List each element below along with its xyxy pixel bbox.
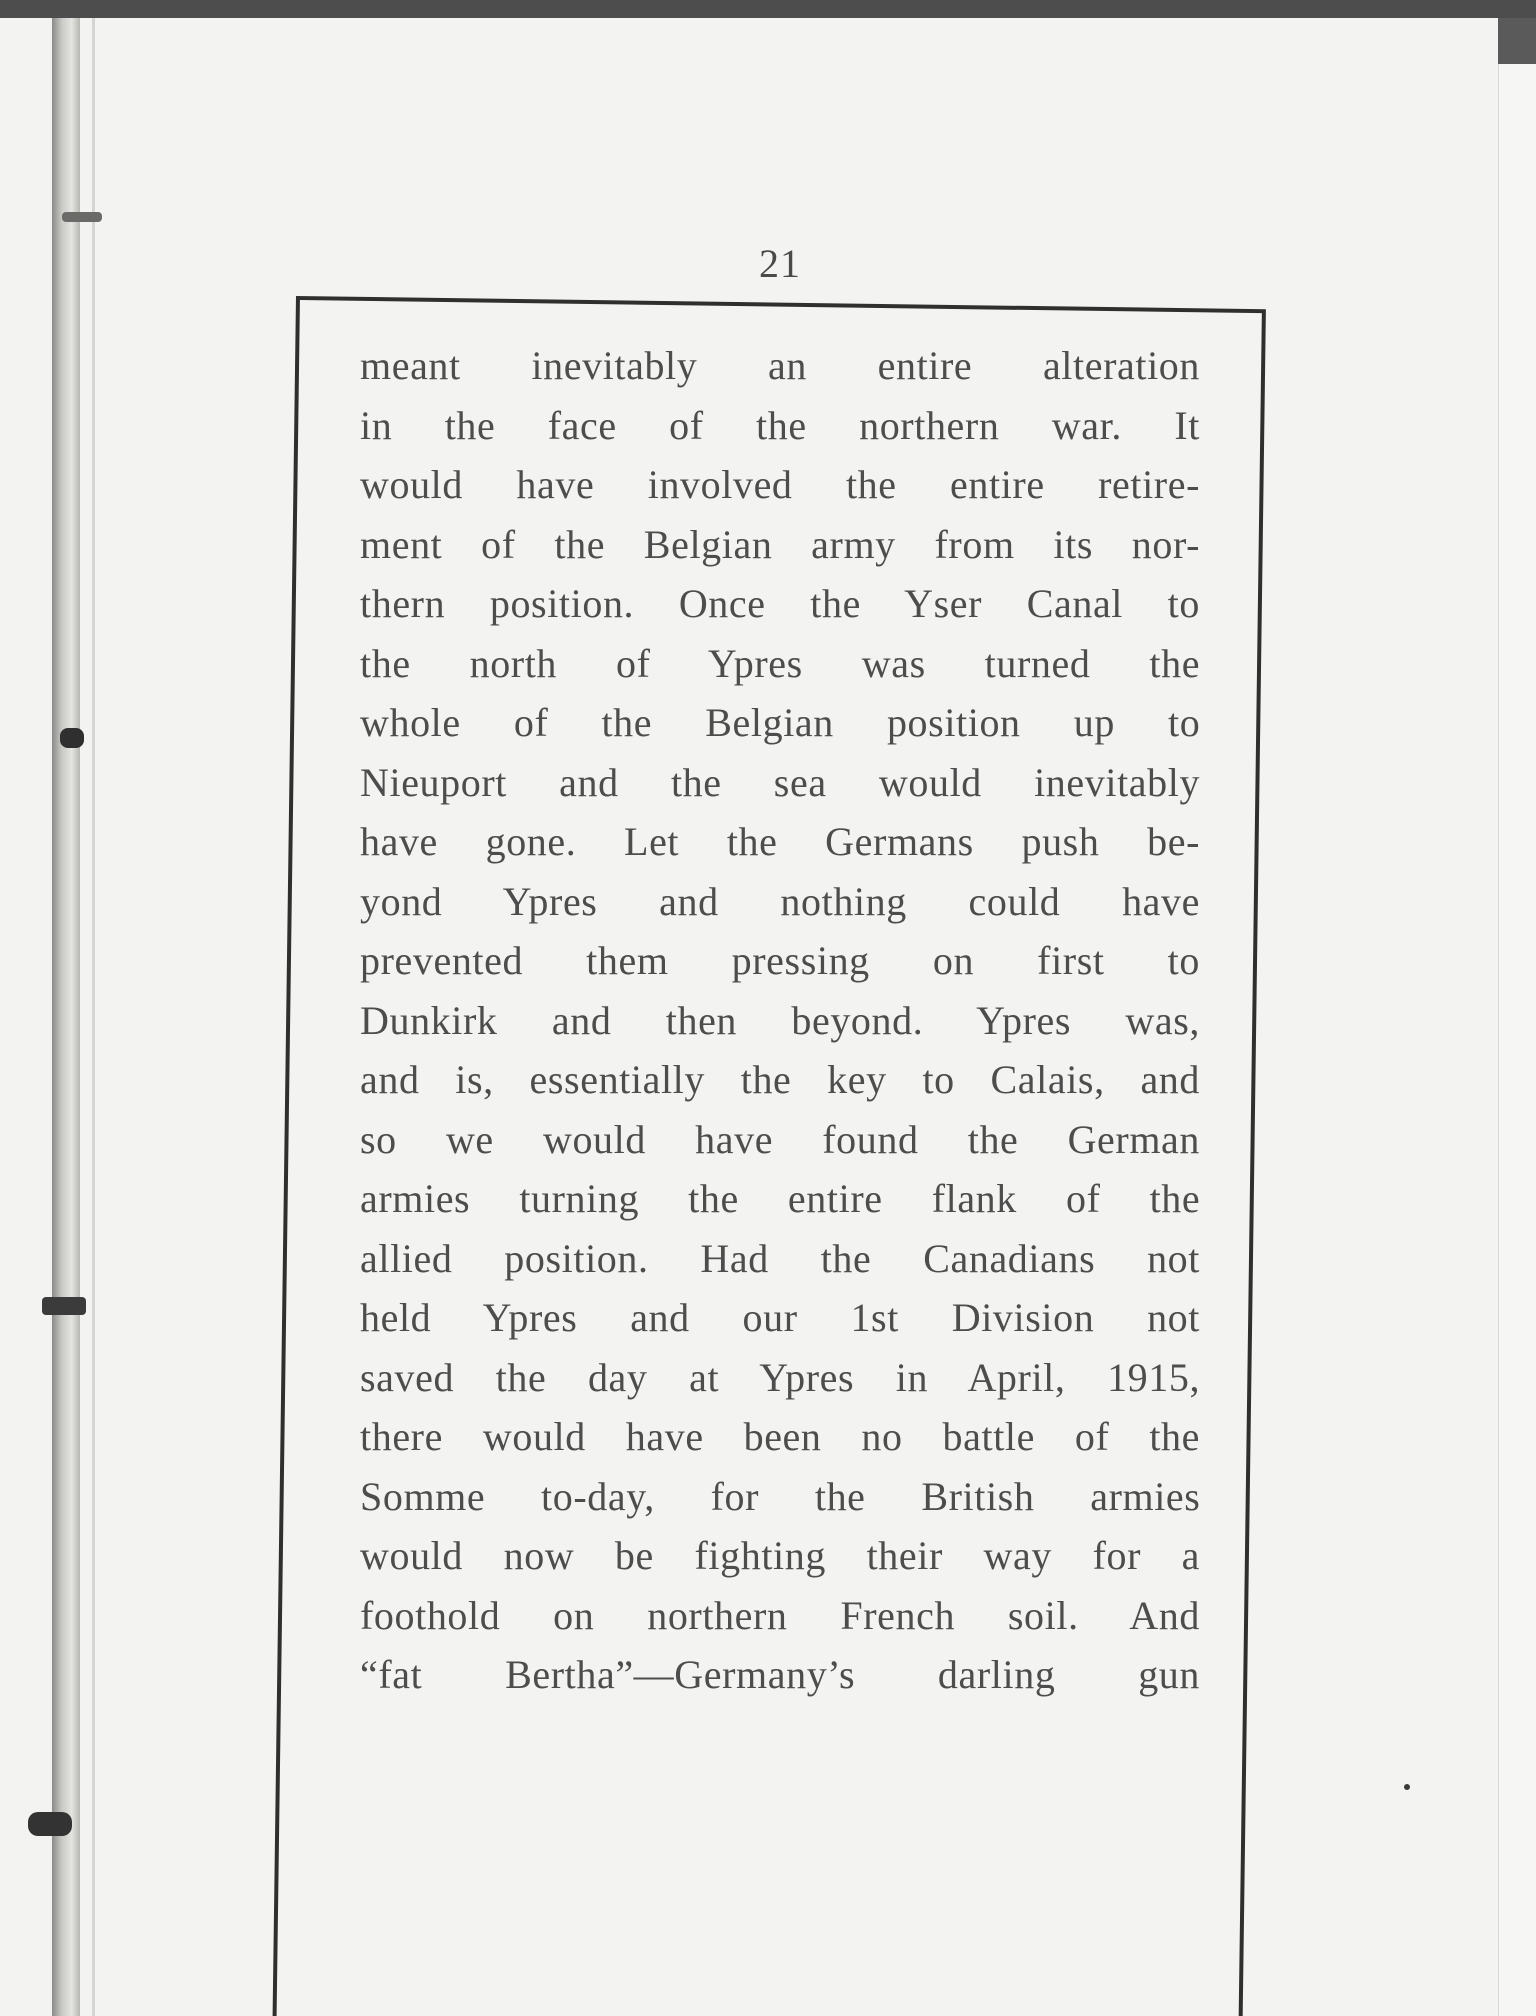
text-line: so we would have found the German: [360, 1116, 1200, 1162]
binding-staple: [60, 728, 84, 748]
binding-staple: [28, 1812, 72, 1836]
text-line: whole of the Belgian position up to: [360, 700, 1200, 745]
binding-staple: [62, 212, 102, 222]
page-number: 21: [759, 241, 801, 286]
body-text: [360, 336, 1200, 1705]
text-line: thern position. Once the Yser Canal to: [360, 581, 1200, 626]
text-line: the north of Ypres was turned the: [360, 640, 1200, 686]
binding-spine: [52, 18, 80, 2016]
text-line: Nieuport and the sea would inevitably: [360, 759, 1200, 805]
text-line: allied position. Had the Canadians not: [360, 1235, 1200, 1281]
text-line: and is, essentially the key to Calais, and: [360, 1057, 1200, 1102]
text-line: ment of the Belgian army from its nor-: [360, 521, 1200, 567]
text-line: saved the day at Ypres in April, 1915,: [360, 1354, 1200, 1400]
text-line: held Ypres and our 1st Division not: [360, 1295, 1200, 1340]
text-line: “fat Bertha”—Germany’s darling gun: [360, 1652, 1200, 1697]
scanner-background: [0, 0, 1536, 18]
text-line: would now be fighting their way for a: [360, 1533, 1200, 1578]
scan-speck: [1404, 1784, 1410, 1790]
text-line: would have involved the entire retire-: [360, 462, 1200, 507]
binding-staple: [42, 1297, 86, 1315]
text-line: in the face of the northern war. It: [360, 402, 1200, 448]
text-line: have gone. Let the Germans push be-: [360, 819, 1200, 864]
next-page-edge: [1498, 64, 1536, 2016]
text-line: Dunkirk and then beyond. Ypres was,: [360, 997, 1200, 1043]
text-line: armies turning the entire flank of the: [360, 1176, 1200, 1221]
text-line: prevented them pressing on first to: [360, 938, 1200, 983]
text-line: meant inevitably an entire alteration: [360, 343, 1200, 388]
binding-edge: [92, 18, 95, 2016]
text-line: there would have been no battle of the: [360, 1414, 1200, 1459]
text-line: yond Ypres and nothing could have: [360, 878, 1200, 924]
text-line: foothold on northern French soil. And: [360, 1592, 1200, 1638]
text-line: Somme to-day, for the British armies: [360, 1473, 1200, 1519]
